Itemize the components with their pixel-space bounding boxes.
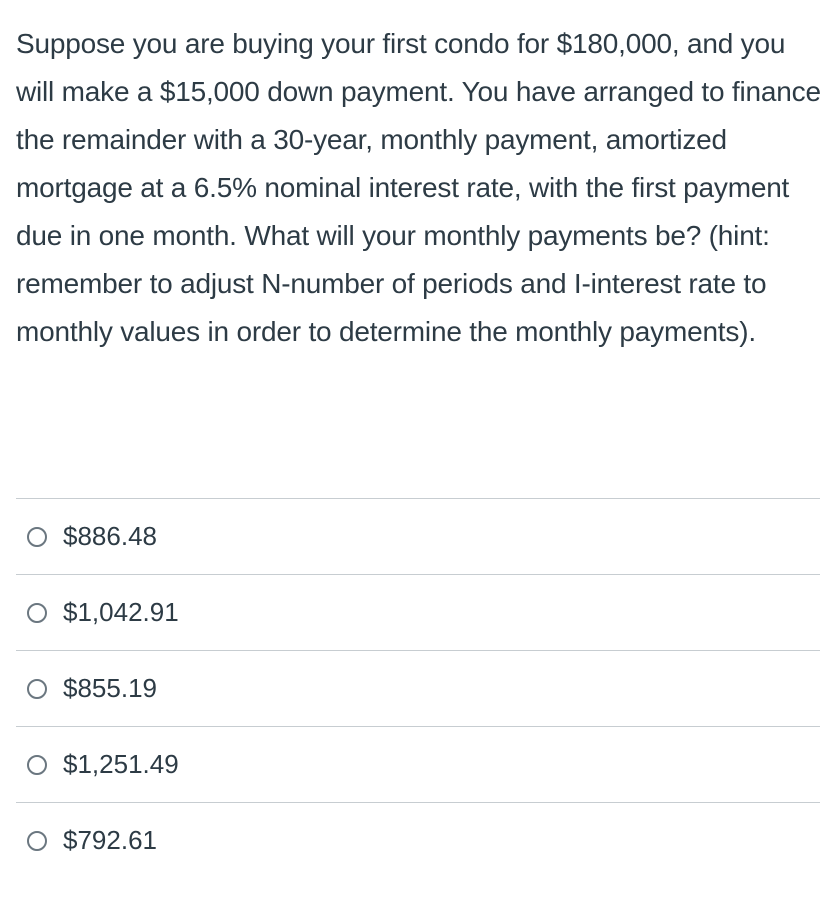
- question-text: Suppose you are buying your first condo for $180,000, and you will make a $15,000 down payment. You have arranged to finance the remainder with a 30-year, monthly payment, amortized mortgage at a 6.5% nominal interest rate, with the first payment due in one month. What will your monthly payments be? (hint: remember to adjust N-number of periods and I-interest rate to monthly values in order to determine the monthly payments).: [16, 28, 821, 347]
- radio-button-icon[interactable]: [27, 527, 47, 547]
- answer-label: $1,251.49: [63, 749, 179, 779]
- radio-button-icon[interactable]: [27, 831, 47, 851]
- answer-option[interactable]: [16, 574, 820, 650]
- answer-option[interactable]: [16, 802, 820, 878]
- answer-option[interactable]: [16, 498, 820, 574]
- answer-list: [16, 498, 820, 878]
- answer-option[interactable]: [16, 650, 820, 726]
- radio-button-icon[interactable]: [27, 603, 47, 623]
- answer-label: $1,042.91: [63, 597, 179, 627]
- answer-label: $855.19: [63, 673, 157, 703]
- answer-option[interactable]: [16, 726, 820, 802]
- answer-label: $886.48: [63, 521, 157, 551]
- radio-button-icon[interactable]: [27, 679, 47, 699]
- answer-label: $792.61: [63, 825, 157, 855]
- radio-button-icon[interactable]: [27, 755, 47, 775]
